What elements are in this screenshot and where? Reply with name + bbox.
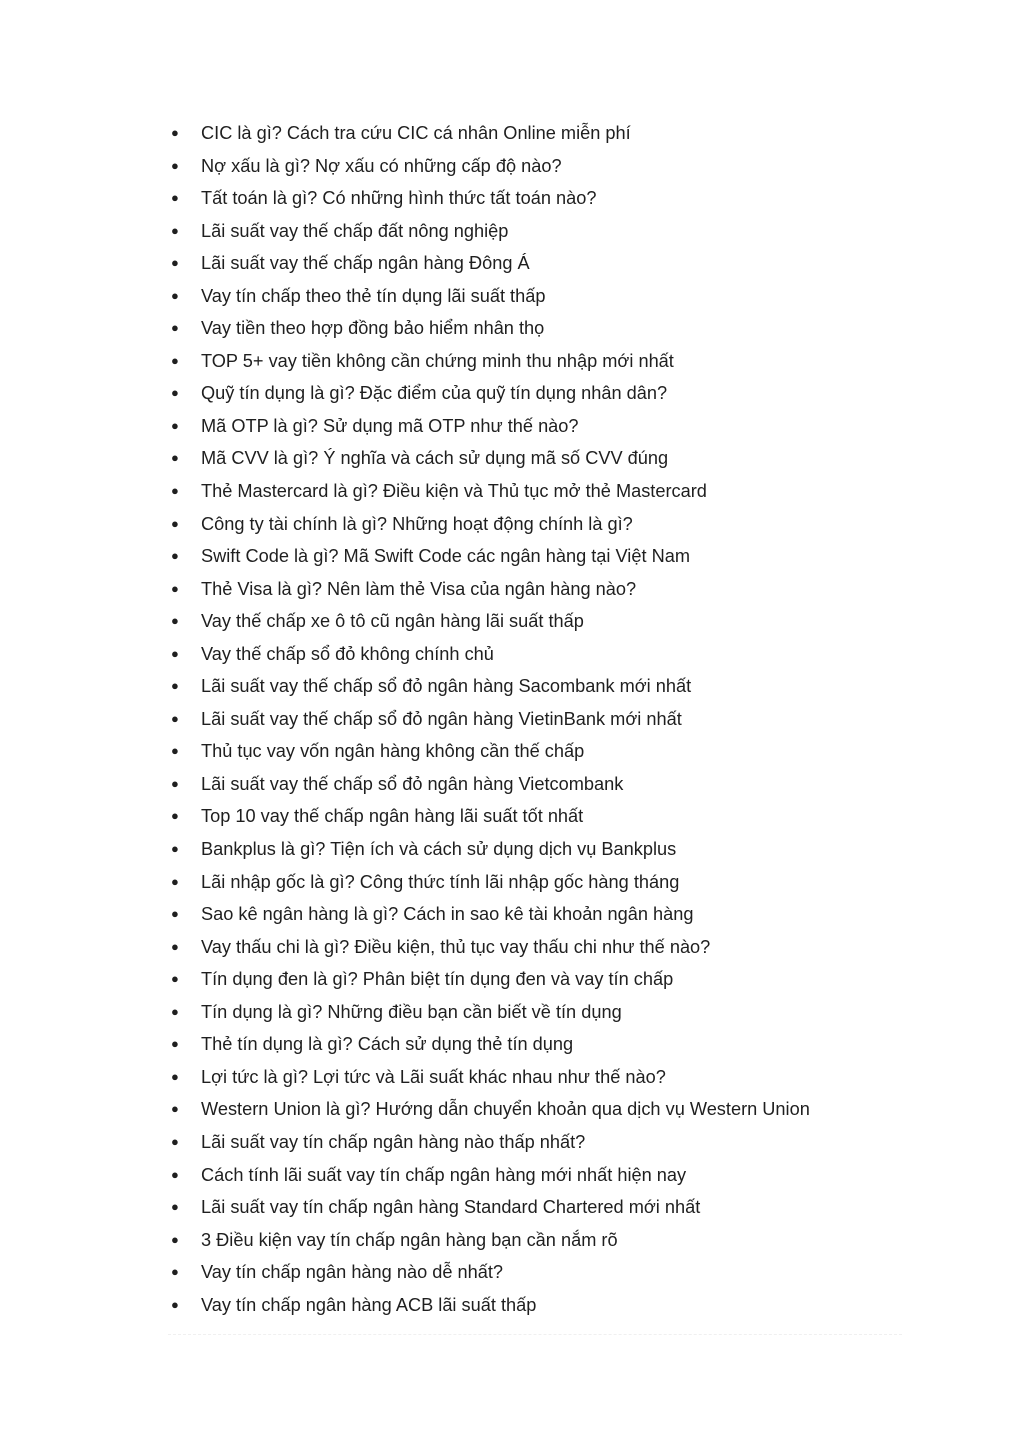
list-item[interactable] [168, 1289, 908, 1322]
article-link[interactable]: Vay tín chấp theo thẻ tín dụng lãi suất thấp [201, 285, 546, 306]
article-link[interactable]: Lãi suất vay thế chấp sổ đỏ ngân hàng Vietcombank [201, 773, 624, 794]
article-link[interactable]: Thẻ Mastercard là gì? Điều kiện và Thủ tục mở thẻ Mastercard [201, 481, 707, 502]
list-item[interactable] [168, 1224, 908, 1257]
article-link[interactable]: Lãi suất vay thế chấp sổ đỏ ngân hàng Sacombank mới nhất [201, 676, 692, 697]
bullet-icon: ● [171, 938, 179, 954]
bullet-icon: ● [171, 971, 179, 987]
bullet-icon: ● [171, 125, 179, 140]
article-link[interactable]: Quỹ tín dụng là gì? Đặc điểm của quỹ tín dụng nhân dân? [201, 383, 668, 404]
list-item[interactable] [168, 1191, 908, 1224]
list-item[interactable] [168, 1093, 908, 1126]
bullet-icon: ● [171, 1296, 179, 1312]
article-link[interactable]: Lãi suất vay thế chấp sổ đỏ ngân hàng VietinBank mới nhất [201, 708, 682, 729]
article-link[interactable]: Western Union là gì? Hướng dẫn chuyển khoản qua dịch vụ Western Union [201, 1099, 810, 1120]
article-link[interactable]: Cách tính lãi suất vay tín chấp ngân hàng mới nhất hiện nay [201, 1164, 687, 1185]
bullet-icon: ● [171, 157, 179, 173]
bullet-icon: ● [171, 222, 179, 238]
bullet-icon: ● [171, 515, 179, 531]
article-link[interactable]: Swift Code là gì? Mã Swift Code các ngân hàng tại Việt Nam [201, 546, 690, 567]
list-item[interactable] [168, 377, 908, 410]
list-item[interactable] [168, 605, 908, 638]
list-item[interactable] [168, 312, 908, 345]
bullet-icon: ● [171, 190, 179, 206]
article-link[interactable]: Vay tiền theo hợp đồng bảo hiểm nhân thọ [201, 318, 545, 339]
list-item[interactable] [168, 1028, 908, 1061]
list-item[interactable] [168, 1159, 908, 1192]
bullet-icon: ● [171, 483, 179, 499]
bullet-icon: ● [171, 287, 179, 303]
article-link[interactable]: Thẻ tín dụng là gì? Cách sử dụng thẻ tín dụng [201, 1034, 574, 1055]
article-link[interactable]: Lãi suất vay tín chấp ngân hàng nào thấp nhất? [201, 1131, 586, 1152]
list-item[interactable] [168, 247, 908, 280]
article-link[interactable]: TOP 5+ vay tiền không cần chứng minh thu nhập mới nhất [201, 350, 674, 371]
list-item[interactable] [168, 442, 908, 475]
bullet-icon: ● [171, 906, 179, 922]
list-item[interactable] [168, 670, 908, 703]
list-item[interactable] [168, 963, 908, 996]
article-link[interactable]: 3 Điều kiện vay tín chấp ngân hàng bạn cần nắm rõ [201, 1229, 618, 1250]
list-item[interactable] [168, 573, 908, 606]
article-link[interactable]: Thẻ Visa là gì? Nên làm thẻ Visa của ngân hàng nào? [201, 578, 637, 599]
bullet-icon: ● [171, 352, 179, 368]
list-item[interactable] [168, 475, 908, 508]
list-item[interactable] [168, 117, 908, 150]
bullet-icon: ● [171, 1003, 179, 1019]
article-link[interactable]: Công ty tài chính là gì? Những hoạt động chính là gì? [201, 513, 633, 534]
bullet-icon: ● [171, 613, 179, 629]
list-item[interactable] [168, 280, 908, 313]
article-link[interactable]: Tất toán là gì? Có những hình thức tất toán nào? [201, 188, 597, 209]
bullet-icon: ● [171, 548, 179, 564]
bullet-icon: ● [171, 385, 179, 401]
article-link[interactable]: Lãi nhập gốc là gì? Công thức tính lãi nhập gốc hàng tháng [201, 871, 680, 892]
article-link[interactable]: Lãi suất vay thế chấp đất nông nghiệp [201, 220, 509, 241]
bullet-icon: ● [171, 320, 179, 336]
list-item[interactable] [168, 508, 908, 541]
bullet-icon: ● [171, 678, 179, 694]
article-link[interactable]: Vay thế chấp xe ô tô cũ ngân hàng lãi suất thấp [201, 611, 584, 632]
article-link[interactable]: Vay thế chấp sổ đỏ không chính chủ [201, 643, 494, 664]
bullet-icon: ● [171, 450, 179, 466]
list-item[interactable] [168, 931, 908, 964]
article-link[interactable]: Vay tín chấp ngân hàng nào dễ nhất? [201, 1262, 504, 1283]
bullet-icon: ● [171, 873, 179, 889]
list-item[interactable] [168, 833, 908, 866]
bullet-icon: ● [171, 580, 179, 596]
article-link[interactable]: Tín dụng là gì? Những điều bạn cần biết về tín dụng [201, 1001, 622, 1022]
list-item[interactable] [168, 182, 908, 215]
article-link[interactable]: Sao kê ngân hàng là gì? Cách in sao kê tài khoản ngân hàng [201, 904, 694, 925]
article-link[interactable]: Vay thấu chi là gì? Điều kiện, thủ tục vay thấu chi như thế nào? [201, 936, 711, 957]
article-link[interactable]: Lãi suất vay thế chấp ngân hàng Đông Á [201, 253, 530, 274]
bullet-icon: ● [171, 710, 179, 726]
bullet-icon: ● [171, 743, 179, 759]
list-item[interactable] [168, 800, 908, 833]
list-item[interactable] [168, 996, 908, 1029]
article-link[interactable]: Bankplus là gì? Tiện ích và cách sử dụng dịch vụ Bankplus [201, 839, 677, 860]
page-divider [168, 1334, 902, 1335]
list-item[interactable] [168, 703, 908, 736]
list-item[interactable] [168, 898, 908, 931]
article-link[interactable]: Top 10 vay thế chấp ngân hàng lãi suất tốt nhất [201, 806, 584, 827]
bullet-icon: ● [171, 1199, 179, 1215]
article-link[interactable]: Mã OTP là gì? Sử dụng mã OTP như thế nào? [201, 415, 579, 436]
article-link[interactable]: CIC là gì? Cách tra cứu CIC cá nhân Online miễn phí [201, 123, 631, 143]
list-item[interactable] [168, 735, 908, 768]
bullet-icon: ● [171, 775, 179, 791]
article-link[interactable]: Vay tín chấp ngân hàng ACB lãi suất thấp [201, 1294, 537, 1315]
bullet-icon: ● [171, 1068, 179, 1084]
list-item[interactable] [168, 150, 908, 183]
bullet-icon: ● [171, 1264, 179, 1280]
bullet-icon: ● [171, 255, 179, 271]
bullet-icon: ● [171, 1166, 179, 1182]
bullet-icon: ● [171, 1101, 179, 1117]
list-item[interactable] [168, 866, 908, 899]
list-item[interactable] [168, 540, 908, 573]
article-link[interactable]: Nợ xấu là gì? Nợ xấu có những cấp độ nào? [201, 155, 562, 176]
list-item[interactable] [168, 1061, 908, 1094]
list-item[interactable] [168, 215, 908, 248]
list-item[interactable] [168, 1126, 908, 1159]
list-item[interactable] [168, 768, 908, 801]
list-item[interactable] [168, 345, 908, 378]
article-link[interactable]: Lãi suất vay tín chấp ngân hàng Standard Chartered mới nhất [201, 1197, 701, 1218]
article-link-list [168, 117, 908, 1321]
list-item[interactable] [168, 638, 908, 671]
bullet-icon: ● [171, 1036, 179, 1052]
bullet-icon: ● [171, 417, 179, 433]
bullet-icon: ● [171, 645, 179, 661]
bullet-icon: ● [171, 808, 179, 824]
article-link[interactable]: Tín dụng đen là gì? Phân biệt tín dụng đen và vay tín chấp [201, 969, 674, 990]
article-link[interactable]: Thủ tục vay vốn ngân hàng không cần thế chấp [201, 741, 585, 762]
list-item[interactable] [168, 410, 908, 443]
list-item[interactable] [168, 1256, 908, 1289]
article-link[interactable]: Lợi tức là gì? Lợi tức và Lãi suất khác nhau như thế nào? [201, 1066, 666, 1087]
article-link[interactable]: Mã CVV là gì? Ý nghĩa và cách sử dụng mã số CVV đúng [201, 448, 669, 469]
bullet-icon: ● [171, 1231, 179, 1247]
bullet-icon: ● [171, 841, 179, 857]
bullet-icon: ● [171, 1133, 179, 1149]
